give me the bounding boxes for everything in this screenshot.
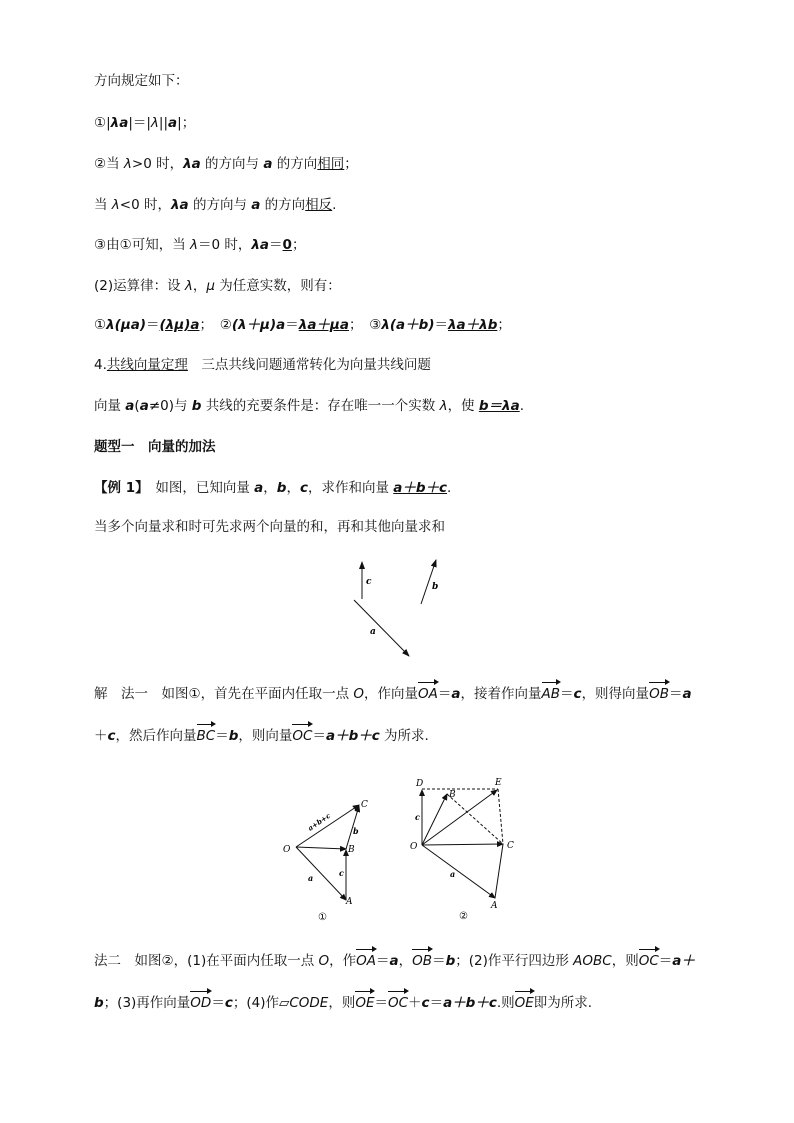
solution-line-2: ＋c，然后作向量BC＝b，则向量OC＝a＋b＋c 为所求. xyxy=(94,728,429,744)
fig2-vector-OA xyxy=(422,845,495,898)
text-line-2: ①|λa|＝|λ||a|； xyxy=(94,115,196,131)
fig2-label-B: B xyxy=(449,790,456,800)
fig2-label-C: C xyxy=(507,841,514,851)
section-heading: 题型一 向量的加法 xyxy=(94,439,216,455)
fig2-caption: ② xyxy=(459,911,468,922)
fig2-edge-EC xyxy=(498,789,503,844)
fig2-vector-OE xyxy=(422,790,497,845)
vector-a-label: a xyxy=(370,627,376,637)
text-line-8: 4.共线向量定理 三点共线问题通常转化为向量共线问题 xyxy=(94,357,431,373)
fig2-label-D: D xyxy=(416,779,424,789)
vector-c-label: c xyxy=(366,577,372,587)
example-line: 【例 1】 如图，已知向量 a，b，c，求作和向量 a＋b＋c. xyxy=(94,480,452,496)
method2-line-2: b；(3)再作向量OD＝c；(4)作▱CODE，则OE＝OC＋c＝a＋b＋c.则OE即为所求. xyxy=(94,995,593,1011)
fig1-label-a: a xyxy=(308,873,314,883)
text-line-4: 当 λ<0 时，λa 的方向与 a 的方向相反. xyxy=(94,197,337,213)
fig1-label-c: c xyxy=(339,868,344,878)
fig1-label-A: A xyxy=(346,897,353,907)
fig1-label-b: b xyxy=(353,826,359,836)
text-line-9: 向量 a(a≠0)与 b 共线的充要条件是：存在唯一一个实数 λ，使 b＝λa. xyxy=(94,398,524,414)
fig2-edge-BC xyxy=(447,794,503,844)
figure-2 xyxy=(405,772,530,922)
text-line-5: ③由①可知，当 λ＝0 时，λa＝0； xyxy=(94,237,306,253)
solution-line-1: 解 法一 如图①，首先在平面内任取一点 O，作向量OA＝a，接着作向量AB＝c，则得向量OB＝a xyxy=(94,686,692,702)
given-vectors-figure xyxy=(340,552,460,662)
fig2-edge-CA xyxy=(495,844,503,898)
fig1-label-sum: a+b+c xyxy=(306,810,333,833)
vector-b-label: b xyxy=(432,582,439,592)
fig1-label-B: B xyxy=(348,845,355,855)
fig2-vector-OC xyxy=(422,844,503,845)
fig1-label-C: C xyxy=(361,800,368,810)
fig1-vector-OB xyxy=(296,847,346,849)
hint-line: 当多个向量求和时可先求两个向量的和，再和其他向量求和 xyxy=(94,519,445,535)
figure-1 xyxy=(278,792,383,927)
fig1-caption: ① xyxy=(318,912,327,923)
text-line-3: ②当 λ>0 时，λa 的方向与 a 的方向相同； xyxy=(94,156,358,172)
method2-line-1: 法二 如图②，(1)在平面内任取一点 O，作OA＝a，OB＝b；(2)作平行四边形 AOBC，则OC＝a＋ xyxy=(94,953,695,969)
fig2-label-c: c xyxy=(415,812,420,822)
fig2-label-E: E xyxy=(495,778,502,788)
text-line-7: ①λ(μa)＝(λμ)a； ②(λ＋μ)a＝λa＋μa； ③λ(a＋b)＝λa＋λb； xyxy=(94,317,511,333)
fig2-vector-OB xyxy=(422,794,447,845)
text-line-1: 方向规定如下： xyxy=(94,73,189,89)
fig1-label-O: O xyxy=(283,845,291,855)
vector-a-arrow xyxy=(354,600,409,656)
fig2-label-A: A xyxy=(491,901,498,911)
fig2-label-O: O xyxy=(410,842,418,852)
fig2-label-a: a xyxy=(450,869,456,879)
text-line-6: (2)运算律：设 λ，μ 为任意实数，则有： xyxy=(94,278,341,294)
